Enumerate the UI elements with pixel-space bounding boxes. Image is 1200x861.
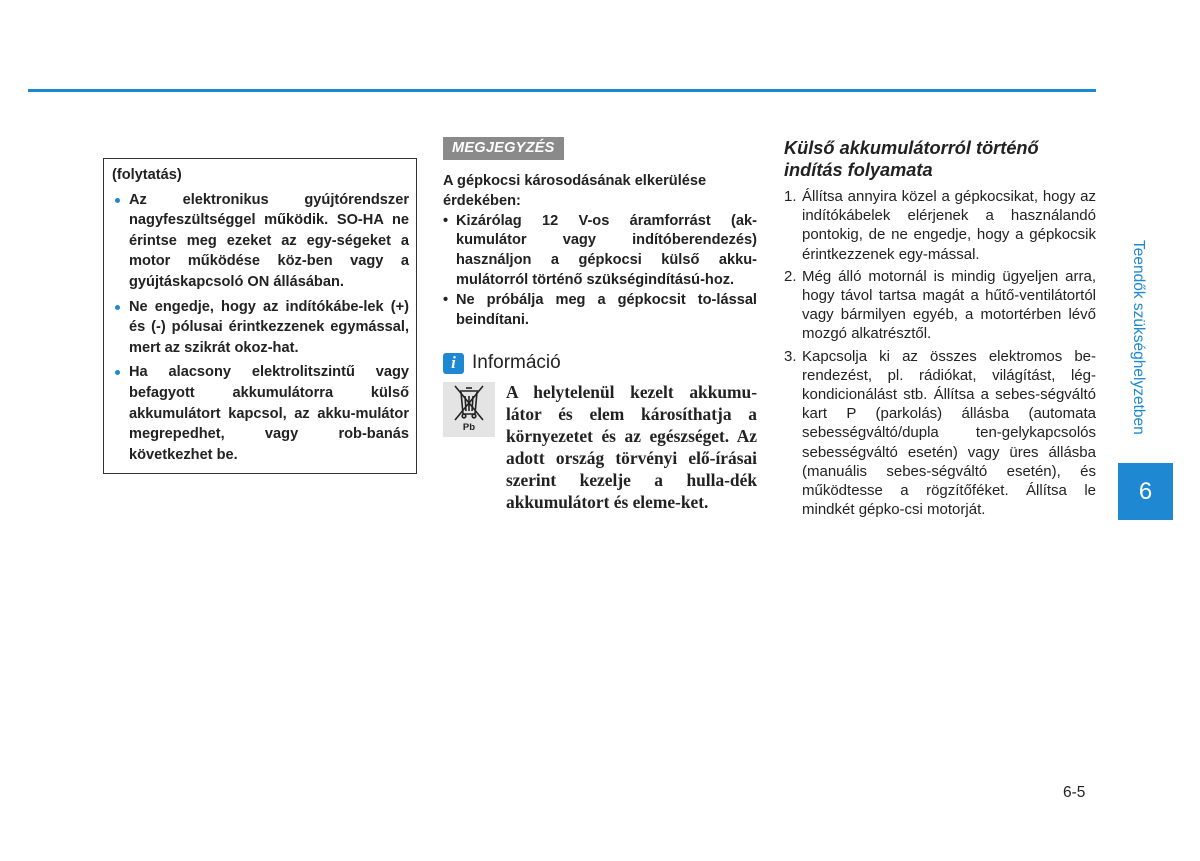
step-number: 1. xyxy=(784,188,797,205)
page-number: 6-5 xyxy=(1063,784,1086,801)
note-badge: MEGJEGYZÉS xyxy=(443,137,564,160)
note-list xyxy=(443,212,757,331)
step-number: 2. xyxy=(784,267,797,285)
step-item xyxy=(784,347,1096,520)
note-column xyxy=(443,137,757,513)
step-text: Kapcsolja ki az összes elektromos be-rendezést, pl. rádiókat, világítást, lég-kondicionálást stb. Állítsa a sebes-ségváltó kart P (parkolás) állásba (automata sebességváltó/dupla ten-gelykapcsolós sebességváltó esetén) vagy üres állásba (manuális sebes-ségváltó esetén), és működtesse a rögzítőféket. Állítsa le mindkét gépko-csi motorját. xyxy=(802,347,1096,519)
info-title: Információ xyxy=(472,352,561,374)
warning-item-text: Az elektronikus gyújtórendszer nagyfeszültséggel működik. SO-HA ne érintse meg ezeket az egy-ségeket a motor működése köz-ben vagy a gyújtáskapcsoló ON állásában. xyxy=(129,191,409,290)
info-text: A helytelenül kezelt akkumu-látor és elem károsíthatja a környezetet és az egészséget. Az adott ország törvényi elő-írásai szerint kezelje a hulla-dék akkumulátort és eleme-ket. xyxy=(506,382,757,513)
step-item xyxy=(784,187,1096,264)
note-item xyxy=(443,291,757,331)
crossed-bin-icon xyxy=(449,382,489,424)
header-rule xyxy=(28,89,1096,92)
note-intro: A gépkocsi károsodásának elkerülése érdekében: xyxy=(443,173,707,209)
section-side-label xyxy=(1128,240,1150,460)
info-body xyxy=(443,381,757,513)
step-text: Még álló motornál is mindig ügyeljen arra, hogy távol tartsa magát a hűtő-ventilátortól vagy bármilyen egyéb, a motortérben lévő mozgó alkatrésztől. xyxy=(802,267,1096,343)
warning-item-text: Ne engedje, hogy az indítókábe-lek (+) és (-) pólusai érintkezzenek egymással, mert az szikrát okoz-hat. xyxy=(129,298,409,356)
section-label-text: Teendők szükséghelyzetben xyxy=(1130,240,1147,435)
procedure-title: Külső akkumulátorról történő indítás folyamata xyxy=(784,138,1039,180)
note-item-text: Ne próbálja meg a gépkocsit to-lással beindítani. xyxy=(456,291,757,328)
procedure-column xyxy=(784,137,1096,522)
step-list xyxy=(784,187,1096,519)
continuation-heading: (folytatás) xyxy=(112,167,182,183)
warning-item xyxy=(112,297,409,359)
warning-item xyxy=(112,362,409,465)
step-number: 3. xyxy=(784,347,797,365)
warning-item-text: Ha alacsony elektrolitszintű vagy befagyott akkumulátorra külső akkumulátort kapcsol, az akku-mulátor megrepedhet, vagy rob-banás következhet be. xyxy=(129,364,409,463)
note-body xyxy=(443,172,757,330)
warning-list xyxy=(112,190,409,466)
bullet-icon: • xyxy=(443,212,449,229)
note-item xyxy=(443,212,757,291)
bullet-icon xyxy=(115,370,120,375)
info-icon: i xyxy=(443,353,464,374)
warning-item xyxy=(112,190,409,293)
info-heading xyxy=(443,352,757,374)
crossed-bin-recycle-icon xyxy=(443,382,495,437)
bullet-icon: • xyxy=(443,291,449,308)
procedure-steps xyxy=(784,187,1096,519)
pb-label: Pb xyxy=(462,422,476,434)
bullet-icon xyxy=(115,305,120,310)
chapter-tab: 6 xyxy=(1118,463,1173,520)
note-item-text: Kizárólag 12 V-os áramforrást (ak-kumulátor vagy indítóberendezés) használjon a gépkocsi külső akku-mulátorról történő szükségindítású-hoz. xyxy=(456,212,757,288)
continuation-warning-box xyxy=(103,158,417,474)
bullet-icon xyxy=(115,198,120,203)
step-text: Állítsa annyira közel a gépkocsikat, hogy az indítókábelek elérjenek a használandó pontokig, de ne engedje, hogy a gépkocsik érintkezzenek egy-mással. xyxy=(802,188,1096,263)
step-item xyxy=(784,267,1096,344)
